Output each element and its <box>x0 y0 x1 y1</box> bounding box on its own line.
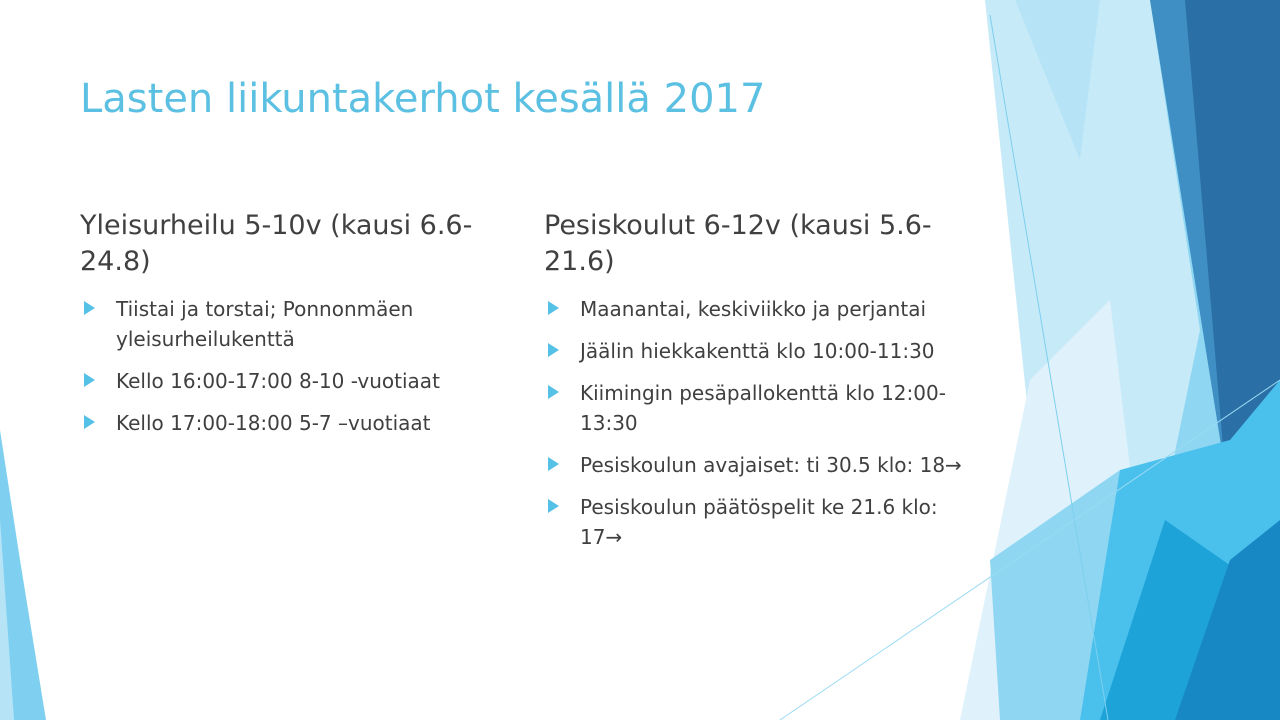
triangle-right-icon <box>84 373 95 387</box>
slide-title: Lasten liikuntakerhot kesällä 2017 <box>80 76 766 122</box>
list-item-text: Pesiskoulun avajaiset: ti 30.5 klo: 18→ <box>580 453 962 477</box>
triangle-right-icon <box>548 499 559 513</box>
list-item <box>544 378 974 438</box>
list-item <box>80 408 510 438</box>
list-item-text: Tiistai ja torstai; Ponnonmäen yleisurheilukenttä <box>116 297 414 351</box>
left-column-heading: Yleisurheilu 5-10v (kausi 6.6-24.8) <box>80 210 473 277</box>
triangle-right-icon <box>84 301 95 315</box>
triangle-right-icon <box>548 385 559 399</box>
left-bullet-list <box>80 294 510 438</box>
left-column <box>80 208 510 450</box>
list-item-text: Kello 17:00-18:00 5-7 –vuotiaat <box>116 411 431 435</box>
list-item <box>544 294 974 324</box>
right-bullet-list <box>544 294 974 552</box>
list-item-text: Jäälin hiekkakenttä klo 10:00-11:30 <box>580 339 935 363</box>
list-item <box>80 366 510 396</box>
list-item-text: Kello 16:00-17:00 8-10 -vuotiaat <box>116 369 440 393</box>
list-item-text: Maanantai, keskiviikko ja perjantai <box>580 297 927 321</box>
list-item-text: Kiimingin pesäpallokenttä klo 12:00-13:30 <box>580 381 946 435</box>
list-item <box>544 336 974 366</box>
triangle-right-icon <box>548 457 559 471</box>
triangle-right-icon <box>548 343 559 357</box>
list-item-text: Pesiskoulun päätöspelit ke 21.6 klo: 17→ <box>580 495 938 549</box>
right-column-heading: Pesiskoulut 6-12v (kausi 5.6-21.6) <box>544 210 932 277</box>
list-item <box>544 450 974 480</box>
list-item <box>544 492 974 552</box>
right-column <box>544 208 974 564</box>
triangle-right-icon <box>84 415 95 429</box>
list-item <box>80 294 510 354</box>
triangle-right-icon <box>548 301 559 315</box>
